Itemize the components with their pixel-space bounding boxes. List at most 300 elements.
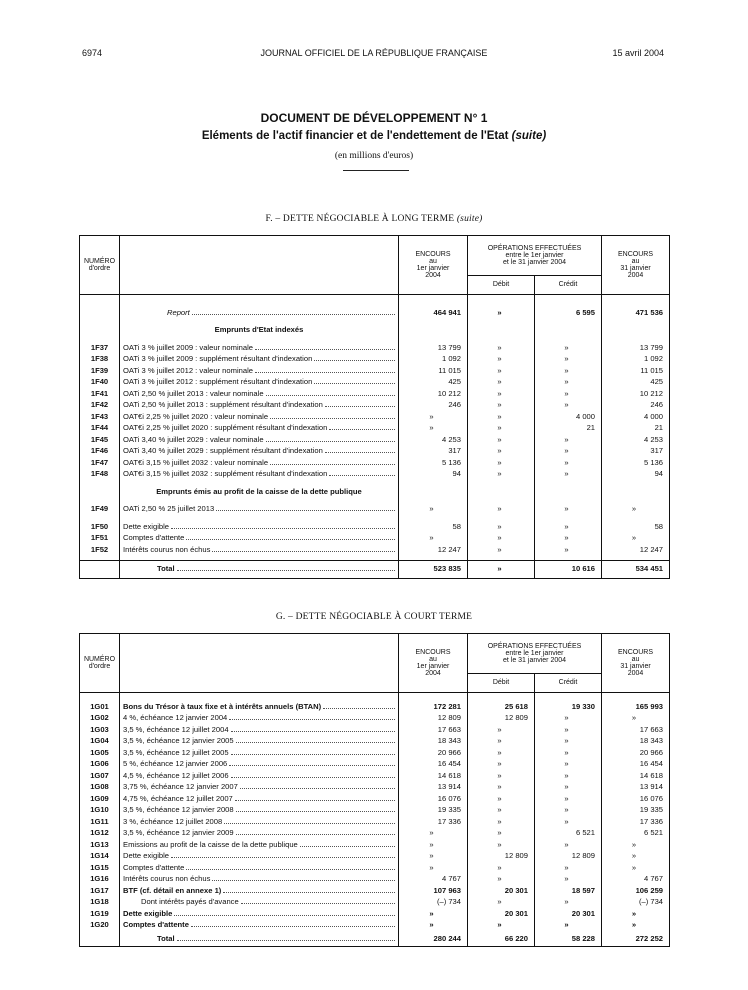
- row-label-text: [123, 424, 395, 432]
- spacer-cell: [535, 693, 602, 702]
- table-row: [80, 816, 670, 828]
- col-encours-start-label-line: 1er janvier: [416, 265, 450, 272]
- value-credit: »: [535, 782, 602, 794]
- row-label-value: 4,5 %, échéance 12 juillet 2006: [123, 770, 229, 780]
- value-credit: »: [535, 920, 602, 932]
- dot-leader: [325, 406, 395, 407]
- value-credit: »: [535, 747, 602, 759]
- row-label-text: [123, 726, 395, 734]
- row-code: 1F43: [80, 411, 120, 423]
- value-encours-end: 13 799: [639, 342, 664, 352]
- table-row: [80, 885, 670, 897]
- row-label: [120, 805, 399, 817]
- row-label-value: 3,5 %, échéance 12 janvier 2009: [123, 828, 234, 838]
- row-label-text: [123, 760, 395, 768]
- col-operations-label: [471, 245, 598, 266]
- value-debit: 25 618: [468, 701, 535, 713]
- value-encours-start: 16 076: [399, 793, 468, 805]
- value-encours-end: 13 914: [639, 782, 664, 792]
- value-encours-start: 280 244: [399, 931, 468, 947]
- row-code: 1F52: [80, 544, 120, 556]
- value-debit: »: [468, 874, 535, 886]
- dot-leader: [186, 539, 395, 540]
- dot-leader: [270, 464, 395, 465]
- value-credit: »: [535, 521, 602, 533]
- row-label: [120, 354, 399, 366]
- value-encours-start: »: [399, 504, 468, 516]
- row-label: [120, 713, 399, 725]
- dot-leader: [212, 880, 395, 881]
- dot-leader: [314, 360, 395, 361]
- spacer-cell: [602, 295, 670, 308]
- col-encours-start-label-line: au: [429, 258, 437, 265]
- value-encours-start: 20 966: [399, 747, 468, 759]
- value-encours-start: 4 253: [399, 434, 468, 446]
- value-credit: »: [535, 713, 602, 725]
- row-label-value: OATi 2,50 % juillet 2013 : supplément résultant d'indexation: [123, 400, 323, 410]
- value-encours-start: 12 809: [399, 713, 468, 725]
- value-encours-end: 6 521: [644, 828, 664, 838]
- value-encours-end: [602, 486, 670, 498]
- col-encours-start-label-line: 1er janvier: [416, 663, 450, 670]
- row-label-value: 3,5 %, échéance 12 juillet 2004: [123, 724, 229, 734]
- row-label-text: [123, 935, 395, 943]
- row-label-value: 4 %, échéance 12 janvier 2004: [123, 713, 228, 723]
- row-label-text: [123, 401, 395, 409]
- row-label: [120, 920, 399, 932]
- row-code: 1F38: [80, 354, 120, 366]
- value-encours-start: 246: [399, 400, 468, 412]
- value-encours-end: 94: [654, 469, 664, 479]
- dot-leader: [229, 719, 395, 720]
- value-credit: »: [535, 354, 602, 366]
- row-label: [120, 307, 399, 319]
- col-operations-label-line: et le 31 janvier 2004: [502, 656, 567, 664]
- value-credit: 12 809: [535, 851, 602, 863]
- value-debit: 20 301: [468, 908, 535, 920]
- row-label-value: 3,5 %, échéance 12 janvier 2008: [123, 805, 234, 815]
- value-encours-end: »: [631, 504, 637, 514]
- value-credit: 21: [535, 423, 602, 435]
- row-label-value: Dette exigible: [123, 908, 173, 918]
- row-label-text: [123, 737, 395, 745]
- value-encours-end: 20 966: [639, 747, 664, 757]
- row-label: [120, 747, 399, 759]
- row-label: [120, 388, 399, 400]
- row-code: 1G20: [80, 920, 120, 932]
- row-label-text: [123, 898, 395, 906]
- row-label-value: OATi 3 % juillet 2009 : supplément résultant d'indexation: [123, 354, 313, 364]
- dot-leader: [231, 731, 395, 732]
- row-label-text: [123, 470, 395, 478]
- value-encours-start: 11 015: [399, 365, 468, 377]
- value-encours-end: 165 993: [635, 701, 664, 711]
- dot-leader: [323, 708, 395, 709]
- row-label-value: BTF (cf. détail en annexe 1): [123, 885, 222, 895]
- row-label: [120, 521, 399, 533]
- row-code: 1G01: [80, 701, 120, 713]
- row-code: 1G15: [80, 862, 120, 874]
- row-label-text: [123, 523, 395, 531]
- dot-leader: [212, 551, 395, 552]
- document-title: DOCUMENT DE DÉVELOPPEMENT N° 1: [260, 111, 488, 125]
- value-debit: »: [468, 400, 535, 412]
- row-code: 1F41: [80, 388, 120, 400]
- col-encours-start-label-line: ENCOURS: [415, 251, 451, 258]
- value-encours-end: 19 335: [639, 805, 664, 815]
- value-encours-end: 425: [650, 377, 664, 387]
- value-credit: »: [535, 365, 602, 377]
- value-debit: 12 809: [468, 713, 535, 725]
- value-encours-end: 16 076: [639, 793, 664, 803]
- table-row: [80, 434, 670, 446]
- value-debit: »: [468, 365, 535, 377]
- value-debit: »: [468, 724, 535, 736]
- section-g-title-text: G. – DETTE NÉGOCIABLE À COURT TERME: [275, 612, 473, 622]
- table-row: [80, 388, 670, 400]
- value-credit: »: [535, 469, 602, 481]
- value-encours-end: 17 663: [639, 724, 664, 734]
- table-row: [80, 533, 670, 545]
- value-credit: 10 616: [535, 560, 602, 578]
- row-label-text: [123, 367, 395, 375]
- value-encours-end: »: [631, 920, 637, 930]
- row-label-text: [123, 309, 395, 317]
- spacer-cell: [468, 295, 535, 308]
- table-long-term-debt: [79, 235, 670, 579]
- section-f-title-text: F. – DETTE NÉGOCIABLE À LONG TERME: [265, 214, 455, 224]
- unit-note: (en millions d'euros): [334, 151, 414, 161]
- value-debit: »: [468, 504, 535, 516]
- dot-leader: [314, 383, 395, 384]
- value-encours-end: 317: [650, 446, 664, 456]
- row-label-value: Comptes d'attente: [123, 533, 185, 543]
- dot-leader: [236, 742, 395, 743]
- row-code: 1G08: [80, 782, 120, 794]
- row-label-value: OATi 3 % juillet 2012 : supplément résultant d'indexation: [123, 377, 313, 387]
- row-code: 1F44: [80, 423, 120, 435]
- row-label: [120, 560, 399, 578]
- title-divider: [343, 170, 409, 171]
- total-row: [80, 560, 670, 578]
- table-row: [80, 805, 670, 817]
- dot-leader: [255, 349, 395, 350]
- value-encours-start: 464 941: [399, 307, 468, 319]
- col-numero-label-line: d'ordre: [88, 663, 111, 670]
- value-debit: 20 301: [468, 885, 535, 897]
- row-label: [120, 434, 399, 446]
- value-credit: »: [535, 400, 602, 412]
- row-label-text: [123, 852, 395, 860]
- row-label-text: [123, 749, 395, 757]
- value-encours-end: 4 253: [644, 434, 664, 444]
- row-label-text: [123, 565, 395, 573]
- dot-leader: [171, 857, 395, 858]
- value-encours-start: 317: [399, 446, 468, 458]
- value-credit: 18 597: [535, 885, 602, 897]
- value-encours-start: 18 343: [399, 736, 468, 748]
- table-row: [80, 354, 670, 366]
- row-label: [120, 486, 399, 498]
- dot-leader: [236, 811, 395, 812]
- col-numero-label-line: d'ordre: [88, 265, 111, 272]
- row-label-text: [123, 772, 395, 780]
- value-encours-end: [602, 325, 670, 337]
- row-label: [120, 504, 399, 516]
- row-label: [120, 377, 399, 389]
- row-code: 1F40: [80, 377, 120, 389]
- value-encours-end: 5 136: [644, 457, 664, 467]
- row-label-value: Intérêts courus non échus: [123, 544, 211, 554]
- spacer-row: [80, 295, 670, 308]
- table-row: [80, 839, 670, 851]
- col-operations-label-line: et le 31 janvier 2004: [502, 258, 567, 266]
- col-numero-header: [80, 236, 120, 295]
- table-row: [80, 770, 670, 782]
- row-label-value: 3,5 %, échéance 12 janvier 2005: [123, 736, 234, 746]
- value-debit: »: [468, 839, 535, 851]
- value-encours-start: 12 247: [399, 544, 468, 556]
- row-label-value: Dette exigible: [123, 851, 170, 861]
- row-label-text: [123, 887, 395, 895]
- value-encours-end: 14 618: [639, 770, 664, 780]
- dot-leader: [223, 892, 395, 893]
- value-credit: »: [535, 793, 602, 805]
- row-code: 1F45: [80, 434, 120, 446]
- table-row: [80, 908, 670, 920]
- col-numero-label-line: NUMÉRO: [83, 656, 116, 663]
- table-row: [80, 736, 670, 748]
- table-row: [80, 365, 670, 377]
- row-code: 1G11: [80, 816, 120, 828]
- row-code: [80, 931, 120, 947]
- row-label-text: [123, 806, 395, 814]
- row-code: 1G16: [80, 874, 120, 886]
- row-label: [120, 365, 399, 377]
- row-label: [120, 469, 399, 481]
- value-encours-end: »: [631, 851, 637, 861]
- row-label-text: [123, 921, 395, 929]
- row-label: [120, 908, 399, 920]
- row-code: 1G17: [80, 885, 120, 897]
- value-encours-end: »: [631, 862, 637, 872]
- col-debit-header: Débit: [468, 673, 535, 692]
- dot-leader: [224, 823, 395, 824]
- row-code: [80, 560, 120, 578]
- value-encours-start: »: [399, 533, 468, 545]
- row-label: [120, 897, 399, 909]
- value-encours-start: 14 618: [399, 770, 468, 782]
- col-encours-start-label-line: au: [429, 656, 437, 663]
- value-credit: »: [535, 874, 602, 886]
- row-label-value: Emprunts émis au profit de la caisse de la dette publique: [156, 486, 362, 496]
- value-encours-end: 246: [650, 400, 664, 410]
- row-label: [120, 839, 399, 851]
- total-row: [80, 931, 670, 947]
- value-encours-start: 4 767: [399, 874, 468, 886]
- row-label-text: [123, 841, 395, 849]
- col-numero-label: [83, 258, 116, 272]
- row-code: 1F37: [80, 342, 120, 354]
- col-encours-end-label-line: ENCOURS: [618, 649, 654, 656]
- value-credit: »: [535, 533, 602, 545]
- section-f-title: [0, 214, 748, 224]
- value-debit: »: [468, 816, 535, 828]
- col-encours-end-header: [602, 634, 670, 693]
- value-encours-start: 58: [399, 521, 468, 533]
- spacer-cell: [120, 693, 399, 702]
- row-label-text: [123, 488, 395, 496]
- row-label: [120, 885, 399, 897]
- group-header-row: [80, 486, 670, 498]
- value-encours-start: 16 454: [399, 759, 468, 771]
- value-debit: »: [468, 469, 535, 481]
- table-row: [80, 828, 670, 840]
- value-debit: »: [468, 805, 535, 817]
- value-encours-start: »: [399, 411, 468, 423]
- row-label-text: [123, 875, 395, 883]
- dot-leader: [216, 510, 395, 511]
- col-numero-label: [83, 656, 116, 670]
- value-credit: [535, 325, 602, 337]
- table-row: [80, 377, 670, 389]
- value-debit: [468, 325, 535, 337]
- table-row: [80, 862, 670, 874]
- table-row: [80, 411, 670, 423]
- value-debit: »: [468, 782, 535, 794]
- publication-date: 15 avril 2004: [612, 48, 664, 58]
- row-code: 1G07: [80, 770, 120, 782]
- col-encours-start-label-line: ENCOURS: [415, 649, 451, 656]
- value-debit: »: [468, 434, 535, 446]
- dot-leader: [236, 834, 395, 835]
- value-encours-end: 1 092: [644, 354, 664, 364]
- value-encours-start: 94: [399, 469, 468, 481]
- col-description-header: [120, 236, 399, 295]
- table-row: [80, 400, 670, 412]
- row-label-text: [123, 413, 395, 421]
- row-label-value: 4,75 %, échéance 12 juillet 2007: [123, 793, 233, 803]
- value-encours-start: 19 335: [399, 805, 468, 817]
- row-code: [80, 325, 120, 337]
- value-encours-start: 107 963: [399, 885, 468, 897]
- table-row: [80, 724, 670, 736]
- value-credit: »: [535, 504, 602, 516]
- value-debit: »: [468, 560, 535, 578]
- value-credit: »: [535, 446, 602, 458]
- value-encours-end: 4 767: [644, 874, 664, 884]
- value-debit: »: [468, 828, 535, 840]
- value-credit: »: [535, 862, 602, 874]
- spacer-cell: [602, 693, 670, 702]
- row-label: [120, 862, 399, 874]
- col-operations-header: [468, 634, 602, 674]
- value-encours-end: »: [631, 533, 637, 543]
- row-code: 1G18: [80, 897, 120, 909]
- row-label: [120, 828, 399, 840]
- row-code: 1G10: [80, 805, 120, 817]
- value-encours-end: »: [631, 839, 637, 849]
- value-encours-start: »: [399, 920, 468, 932]
- row-code: [80, 307, 120, 319]
- row-label-value: Dont intérêts payés d'avance: [141, 897, 239, 907]
- row-label: [120, 342, 399, 354]
- row-code: 1G04: [80, 736, 120, 748]
- value-debit: »: [468, 747, 535, 759]
- value-encours-start: [399, 486, 468, 498]
- row-label-text: [123, 436, 395, 444]
- value-encours-start: »: [399, 908, 468, 920]
- value-credit: 58 228: [535, 931, 602, 947]
- value-credit: »: [535, 544, 602, 556]
- col-numero-header: [80, 634, 120, 693]
- row-label-value: Dette exigible: [123, 521, 170, 531]
- row-label-text: [123, 390, 395, 398]
- value-encours-start: 13 914: [399, 782, 468, 794]
- value-credit: [535, 486, 602, 498]
- value-debit: »: [468, 457, 535, 469]
- row-code: 1F48: [80, 469, 120, 481]
- value-encours-end: (–) 734: [638, 897, 664, 907]
- row-code: 1G13: [80, 839, 120, 851]
- col-credit-header: Crédit: [535, 275, 602, 294]
- value-encours-end: 16 454: [639, 759, 664, 769]
- row-label-text: [123, 459, 395, 467]
- spacer-cell: [80, 693, 120, 702]
- row-code: 1G05: [80, 747, 120, 759]
- row-code: 1G12: [80, 828, 120, 840]
- dot-leader: [266, 441, 395, 442]
- value-debit: »: [468, 388, 535, 400]
- value-debit: »: [468, 793, 535, 805]
- row-code: 1F51: [80, 533, 120, 545]
- row-code: 1F39: [80, 365, 120, 377]
- row-label: [120, 724, 399, 736]
- col-credit-header: Crédit: [535, 673, 602, 692]
- row-label-value: 3 %, échéance 12 juillet 2008: [123, 816, 223, 826]
- row-label: [120, 325, 399, 337]
- row-label-value: Emissions au profit de la caisse de la dette publique: [123, 839, 298, 849]
- dot-leader: [231, 777, 395, 778]
- table-short-term-debt: [79, 633, 670, 947]
- table-row: [80, 701, 670, 713]
- row-label: [120, 793, 399, 805]
- row-label-value: OAT€i 2,25 % juillet 2020 : valeur nominale: [123, 411, 269, 421]
- col-encours-start-label: [402, 649, 464, 677]
- dot-leader: [300, 846, 395, 847]
- dot-leader: [186, 869, 395, 870]
- dot-leader: [329, 429, 395, 430]
- table-row: [80, 469, 670, 481]
- dot-leader: [329, 475, 395, 476]
- col-operations-label-line: entre le 1er janvier: [505, 251, 564, 259]
- value-encours-end: 10 212: [639, 388, 664, 398]
- row-label-value: OATi 3 % juillet 2009 : valeur nominale: [123, 342, 254, 352]
- value-debit: »: [468, 423, 535, 435]
- row-label: [120, 446, 399, 458]
- value-encours-start: 17 336: [399, 816, 468, 828]
- row-label-text: [123, 714, 395, 722]
- table-row: [80, 521, 670, 533]
- value-debit: »: [468, 446, 535, 458]
- spacer-cell: [399, 295, 468, 308]
- dot-leader: [266, 395, 395, 396]
- table-row: [80, 793, 670, 805]
- value-credit: 6 521: [535, 828, 602, 840]
- value-debit: »: [468, 920, 535, 932]
- row-label-value: 5 %, échéance 12 janvier 2006: [123, 759, 228, 769]
- col-encours-end-label: [605, 649, 666, 677]
